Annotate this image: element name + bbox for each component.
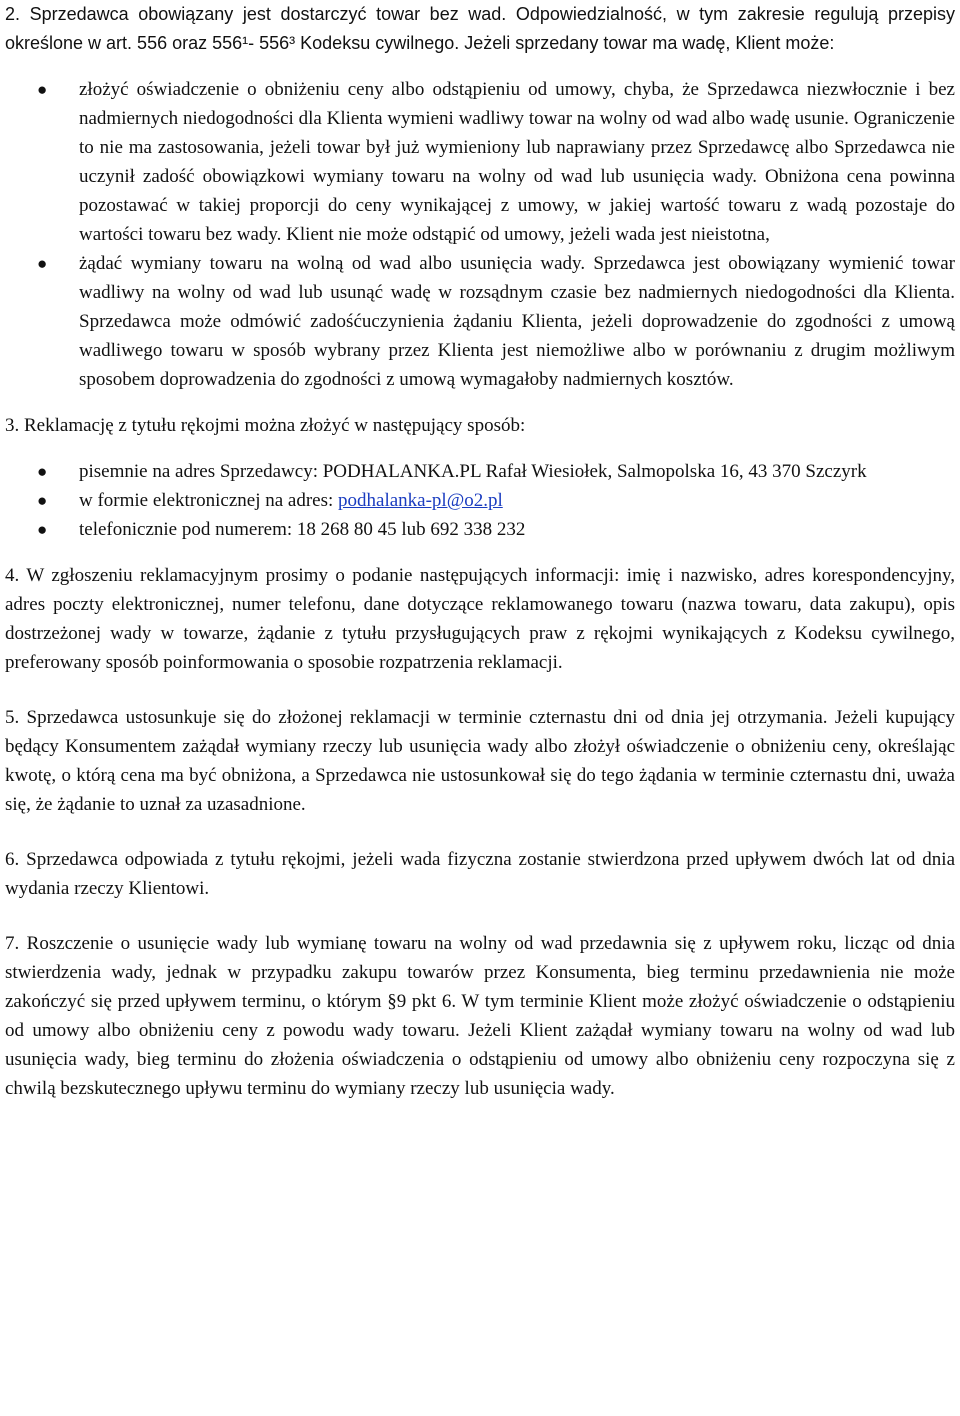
section-3-intro: 3. Reklamację z tytułu rękojmi można złożyć w następujący sposób: [5,415,526,436]
bullet-icon: ● [37,462,48,481]
section-5-paragraph: 5. Sprzedawca ustosunkuje się do złożonej reklamacji w terminie czternastu dni od dnia jej otrzymania. Jeżeli kupujący będący Konsumentem zażądał wymiany rzeczy lub usunięcia wady albo złożył oświadczenie o obniżeniu ceny, określając kwotę, o którą cena ma być obniżona, a Sprzedawca nie ustosunkował się do tego żądania w terminie czternastu dni, uważa się, że żądanie to uznał za uzasadnione. [5,707,955,815]
phone-text: telefonicznie pod numerem: 18 268 80 45 lub 692 338 232 [79,519,526,540]
section-6-paragraph: 6. Sprzedawca odpowiada z tytułu rękojmi, jeżeli wada fizyczna zostanie stwierdzona przed upływem dwóch lat od dnia wydania rzeczy Klientowi. [5,849,955,899]
list-item [5,486,955,515]
section-3-bullet-list [5,457,955,544]
section-4-paragraph: 4. W zgłoszeniu reklamacyjnym prosimy o podanie następujących informacji: imię i nazwisko, adres korespondencyjny, adres poczty elektronicznej, numer telefonu, dane dotyczące reklamowanego towaru (nazwa towaru, data zakupu), opis dostrzeżonej wady w towarze, żądanie z tytułu przysługujących praw z rękojmi wynikających z Kodeksu cywilnego, preferowany sposób poinformowania o sposobie rozpatrzenia reklamacji. [5,565,955,673]
bullet-icon: ● [37,520,48,539]
list-item [5,515,955,544]
postal-address-text: pisemnie na adres Sprzedawcy: PODHALANKA.PL Rafał Wiesiołek, Salmopolska 16, 43 370 Szczyrk [79,461,867,482]
document-page [5,0,955,1103]
list-item [5,75,955,249]
list-item [5,457,955,486]
section-7-paragraph: 7. Roszczenie o usunięcie wady lub wymianę towaru na wolny od wad przedawnia się z upływem roku, licząc od dnia stwierdzenia wady, jednak w przypadku zakupu towarów przez Konsumenta, bieg terminu przedawnienia nie może zakończyć się przed upływem terminu, o którym §9 pkt 6. W tym terminie Klient może złożyć oświadczenie o odstąpieniu od umowy albo obniżeniu ceny z powodu wady towaru. Jeżeli Klient zażądał wymiany towaru na wolny od wad lub usunięcia wady, bieg terminu do złożenia oświadczenia o odstąpieniu od umowy albo obniżeniu ceny rozpoczyna się z chwilą bezskutecznego upływu terminu do wymiany rzeczy lub usunięcia wady. [5,933,955,1099]
section-2-bullet-list [5,75,955,394]
list-item [5,249,955,394]
bullet-text: żądać wymiany towaru na wolną od wad albo usunięcia wady. Sprzedawca jest obowiązany wymienić towar wadliwy na wolny od wad lub usunąć wadę w rozsądnym czasie bez nadmiernych niedogodności dla Klienta. Sprzedawca może odmówić zadośćuczynienia żądaniu Klienta, jeżeli doprowadzenie do zgodności z umową wadliwego towaru w sposób wybrany przez Klienta jest niemożliwe albo w porównaniu z drugim możliwym sposobem doprowadzenia do zgodności z umową wymagałoby nadmiernych kosztów. [79,253,955,390]
bullet-icon: ● [37,254,48,273]
bullet-icon: ● [37,80,48,99]
bullet-text: złożyć oświadczenie o obniżeniu ceny albo odstąpieniu od umowy, chyba, że Sprzedawca niezwłocznie i bez nadmiernych niedogodności dla Klienta wymieni wadliwy towar na wolny od wad albo wadę usunie. Ograniczenie to nie ma zastosowania, jeżeli towar był już wymieniony lub naprawiany przez Sprzedawcę albo Sprzedawca nie uczynił zadość obowiązkowi wymiany towaru na wolny od wad lub usunięcia wady. Obniżona cena powinna pozostawać w takiej proporcji do ceny wynikającej z umowy, w jakiej wartość towaru z wadą pozostaje do wartości towaru bez wady. Klient nie może odstąpić od umowy, jeżeli wada jest nieistotna, [79,79,955,245]
email-link[interactable]: podhalanka-pl@o2.pl [338,490,503,511]
email-prefix-text: w formie elektronicznej na adres: [79,490,339,511]
bullet-icon: ● [37,491,48,510]
section-2-intro: 2. Sprzedawca obowiązany jest dostarczyć towar bez wad. Odpowiedzialność, w tym zakresie regulują przepisy określone w art. 556 oraz 556¹- 556³ Kodeksu cywilnego. Jeżeli sprzedany towar ma wadę, Klient może: [5,4,955,53]
